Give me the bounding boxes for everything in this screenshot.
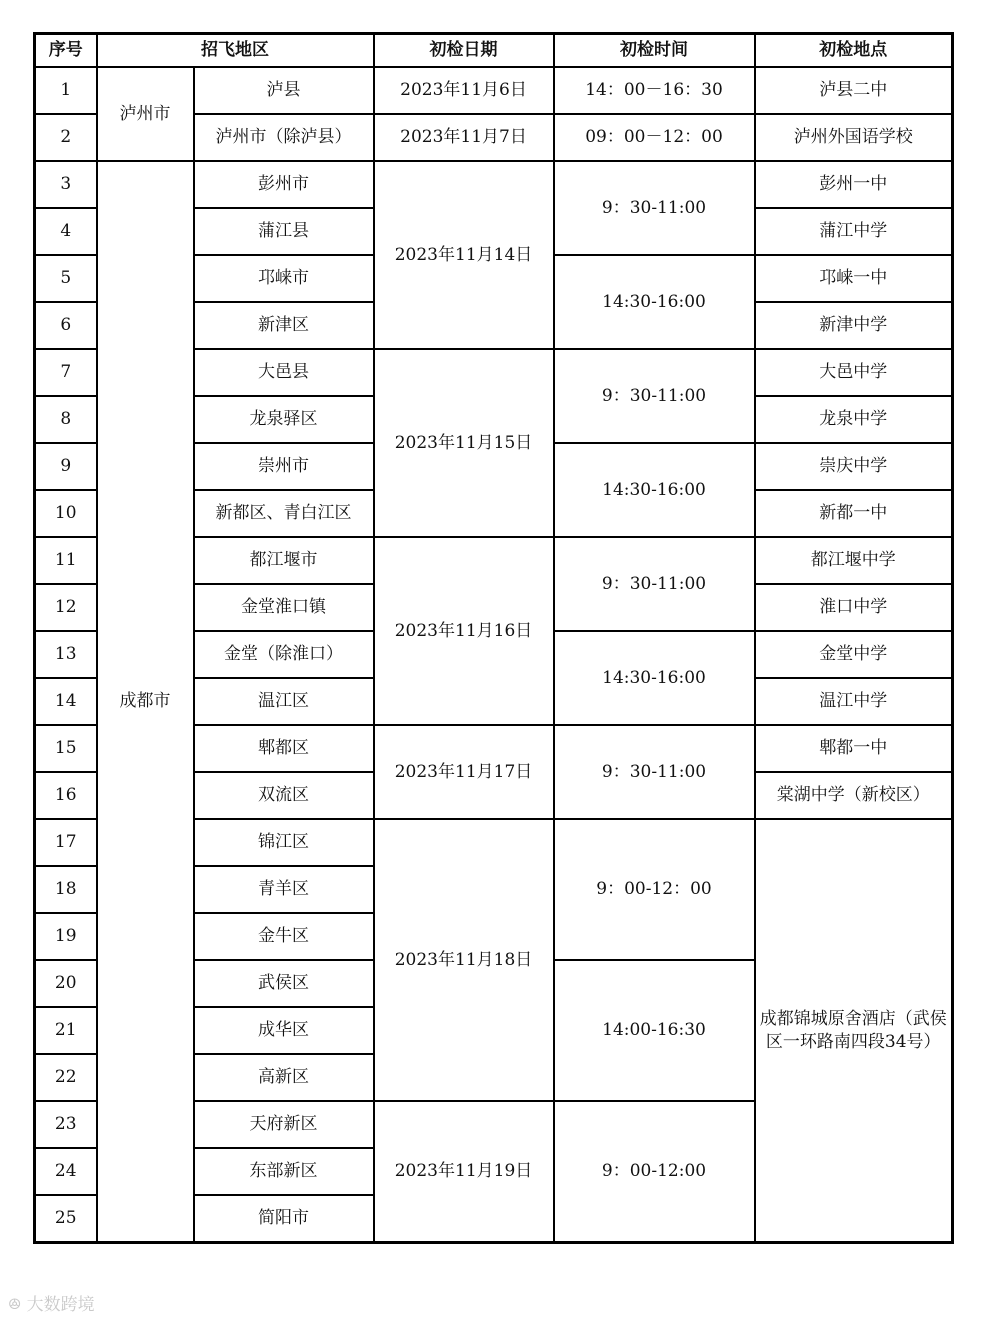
table-row <box>35 67 953 114</box>
header-time: 初检时间 <box>554 34 755 68</box>
row-date: 2023年11月16日 <box>374 537 554 725</box>
row-no: 15 <box>35 725 97 772</box>
row-time: 9：30-11:00 <box>554 161 755 255</box>
row-area: 天府新区 <box>194 1101 374 1148</box>
row-no: 9 <box>35 443 97 490</box>
row-area: 蒲江县 <box>194 208 374 255</box>
row-place: 邛崃一中 <box>755 255 953 302</box>
watermark-text: 大数跨境 <box>26 1295 95 1315</box>
row-area: 崇州市 <box>194 443 374 490</box>
row-no: 1 <box>35 67 97 114</box>
row-place: 棠湖中学（新校区） <box>755 772 953 819</box>
row-time: 14:30-16:00 <box>554 255 755 349</box>
row-area: 新都区、青白江区 <box>194 490 374 537</box>
row-area: 大邑县 <box>194 349 374 396</box>
row-no: 25 <box>35 1195 97 1243</box>
row-date: 2023年11月14日 <box>374 161 554 349</box>
row-no: 13 <box>35 631 97 678</box>
row-time: 9：30-11:00 <box>554 349 755 443</box>
row-area: 简阳市 <box>194 1195 374 1243</box>
row-area: 武侯区 <box>194 960 374 1007</box>
row-place: 金堂中学 <box>755 631 953 678</box>
row-area: 龙泉驿区 <box>194 396 374 443</box>
row-area: 青羊区 <box>194 866 374 913</box>
row-place: 都江堰中学 <box>755 537 953 584</box>
watermark <box>8 1290 95 1315</box>
header-place: 初检地点 <box>755 34 953 68</box>
row-no: 12 <box>35 584 97 631</box>
row-area: 新津区 <box>194 302 374 349</box>
row-place: 淮口中学 <box>755 584 953 631</box>
row-place: 泸县二中 <box>755 67 953 114</box>
row-place: 龙泉中学 <box>755 396 953 443</box>
row-time: 14:00-16:30 <box>554 960 755 1101</box>
row-area: 东部新区 <box>194 1148 374 1195</box>
row-no: 18 <box>35 866 97 913</box>
row-place: 崇庆中学 <box>755 443 953 490</box>
row-area: 彭州市 <box>194 161 374 208</box>
row-no: 4 <box>35 208 97 255</box>
row-no: 23 <box>35 1101 97 1148</box>
row-no: 14 <box>35 678 97 725</box>
row-time: 9：00-12：00 <box>554 819 755 960</box>
row-area: 邛崃市 <box>194 255 374 302</box>
header-row <box>35 34 953 68</box>
row-no: 19 <box>35 913 97 960</box>
row-area: 双流区 <box>194 772 374 819</box>
row-no: 20 <box>35 960 97 1007</box>
row-place: 郫都一中 <box>755 725 953 772</box>
row-no: 16 <box>35 772 97 819</box>
row-no: 10 <box>35 490 97 537</box>
row-no: 5 <box>35 255 97 302</box>
header-date: 初检日期 <box>374 34 554 68</box>
row-area: 泸州市（除泸县） <box>194 114 374 161</box>
table-row <box>35 161 953 208</box>
row-area: 金堂（除淮口） <box>194 631 374 678</box>
city-luzhou: 泸州市 <box>97 67 194 161</box>
row-date: 2023年11月6日 <box>374 67 554 114</box>
row-time: 9：30-11:00 <box>554 537 755 631</box>
row-place: 蒲江中学 <box>755 208 953 255</box>
row-area: 金牛区 <box>194 913 374 960</box>
row-date: 2023年11月7日 <box>374 114 554 161</box>
row-place: 新津中学 <box>755 302 953 349</box>
row-date: 2023年11月17日 <box>374 725 554 819</box>
row-area: 锦江区 <box>194 819 374 866</box>
watermark-logo-icon: ꔮ <box>8 1295 22 1315</box>
row-place: 温江中学 <box>755 678 953 725</box>
row-place: 新都一中 <box>755 490 953 537</box>
row-time: 9：30-11:00 <box>554 725 755 819</box>
city-chengdu: 成都市 <box>97 161 194 1243</box>
row-area: 高新区 <box>194 1054 374 1101</box>
header-region: 招飞地区 <box>97 34 374 68</box>
row-area: 金堂淮口镇 <box>194 584 374 631</box>
row-time: 14:30-16:00 <box>554 631 755 725</box>
row-no: 24 <box>35 1148 97 1195</box>
row-area: 郫都区 <box>194 725 374 772</box>
row-no: 8 <box>35 396 97 443</box>
row-place: 泸州外国语学校 <box>755 114 953 161</box>
row-no: 6 <box>35 302 97 349</box>
row-no: 22 <box>35 1054 97 1101</box>
row-place: 彭州一中 <box>755 161 953 208</box>
row-time: 14：00－16：30 <box>554 67 755 114</box>
row-no: 7 <box>35 349 97 396</box>
row-no: 2 <box>35 114 97 161</box>
row-area: 泸县 <box>194 67 374 114</box>
row-time: 9：00-12:00 <box>554 1101 755 1243</box>
row-no: 11 <box>35 537 97 584</box>
row-no: 21 <box>35 1007 97 1054</box>
schedule-table <box>33 32 954 1244</box>
row-area: 成华区 <box>194 1007 374 1054</box>
row-no: 3 <box>35 161 97 208</box>
row-date: 2023年11月19日 <box>374 1101 554 1243</box>
shared-place: 成都锦城原舍酒店（武侯区一环路南四段34号） <box>755 819 953 1243</box>
row-time: 09：00－12：00 <box>554 114 755 161</box>
header-no: 序号 <box>35 34 97 68</box>
row-area: 温江区 <box>194 678 374 725</box>
row-area: 都江堰市 <box>194 537 374 584</box>
row-time: 14:30-16:00 <box>554 443 755 537</box>
row-date: 2023年11月18日 <box>374 819 554 1101</box>
row-date: 2023年11月15日 <box>374 349 554 537</box>
row-no: 17 <box>35 819 97 866</box>
row-place: 大邑中学 <box>755 349 953 396</box>
